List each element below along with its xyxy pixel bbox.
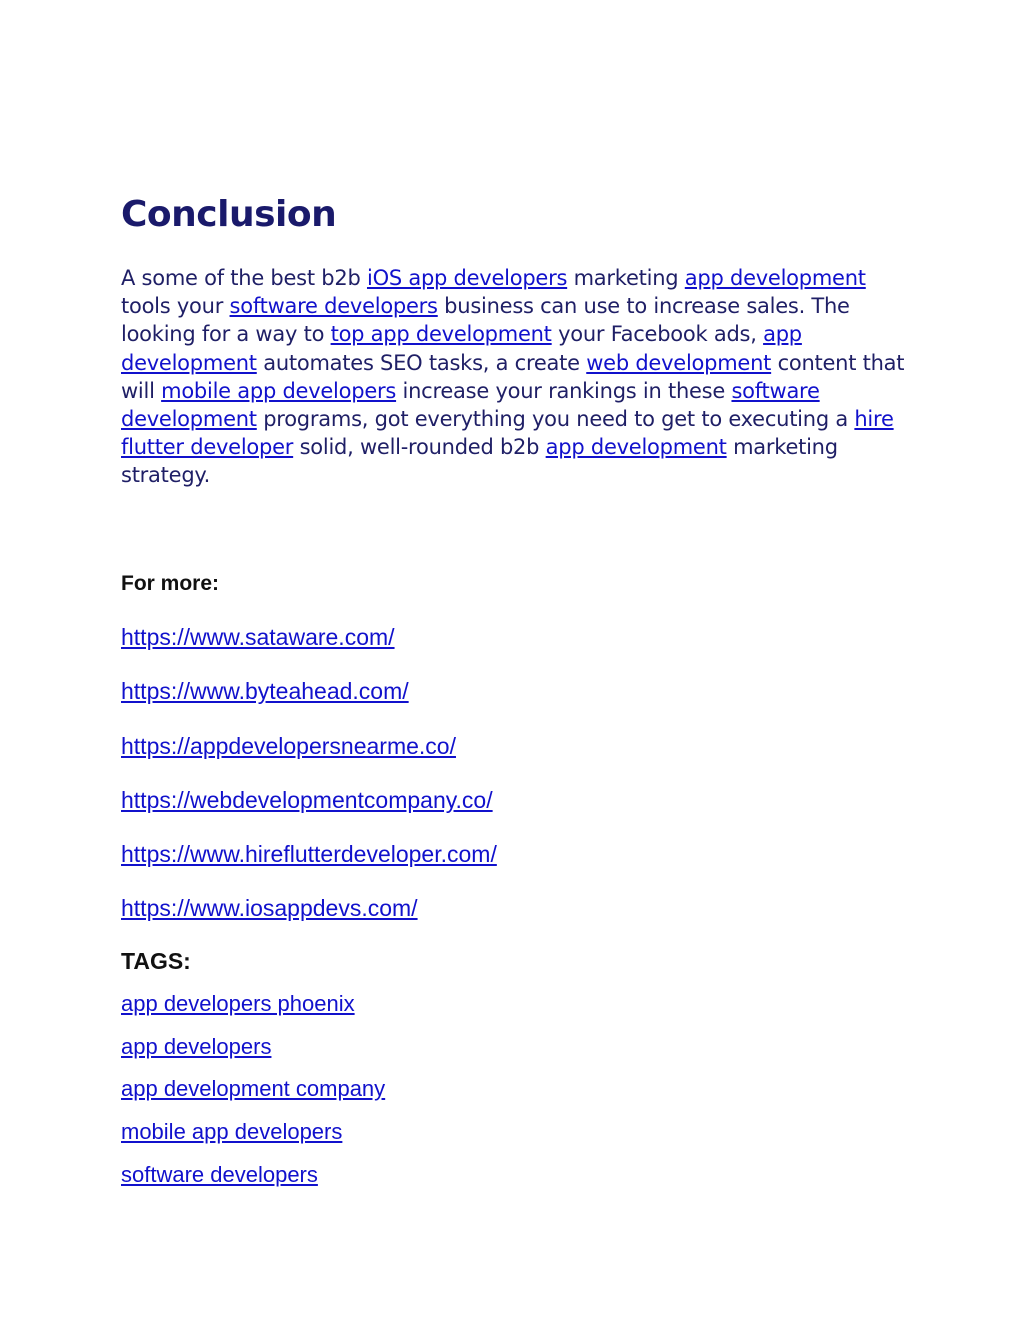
link-app-development[interactable]: app development [121,322,802,375]
tag-app-developers-phoenix[interactable]: app developers phoenix [121,991,355,1016]
link-app-development[interactable]: app development [684,266,866,290]
paragraph-text: tools your [121,294,230,319]
paragraph-text: your Facebook ads, [551,322,764,347]
link-appdevelopersnearme[interactable]: https://appdevelopersnearme.co/ [121,732,456,759]
list-item [121,676,497,730]
tag-app-development-company[interactable]: app development company [121,1076,386,1102]
link-webdevelopmentcompany[interactable]: https://webdevelopmentcompany.co/ [121,786,493,813]
link-app-development[interactable]: app development [545,435,727,460]
list-item [121,731,497,785]
tag-app-developers[interactable]: app developers [121,1033,272,1059]
paragraph-text: programs, got everything you need to get to executing a [256,407,855,432]
paragraph-text: business can use to increase sales. The looking for a way to [121,294,850,347]
tag-software-developers[interactable]: software developers [121,1161,318,1187]
link-web-development[interactable]: web development [586,350,772,375]
list-item [121,990,385,1033]
list-item [121,785,497,839]
paragraph-text: solid, well-rounded b2b [293,435,546,460]
tag-mobile-app-developers[interactable]: mobile app developers [121,1119,343,1145]
paragraph-text: A some of the best b2b [121,266,367,290]
list-item [121,1161,385,1204]
paragraph-text: content that will [121,350,905,403]
link-top-app-development[interactable]: top app development [330,322,552,347]
link-mobile-app-developers[interactable]: mobile app developers [161,378,397,403]
link-ios-app-developers[interactable]: iOS app developers [366,266,568,290]
list-item [121,1033,385,1076]
tags-label: TAGS: [121,948,191,974]
conclusion-paragraph [121,264,911,490]
paragraph-text: automates SEO tasks, a create [256,350,587,375]
link-iosappdevs[interactable]: https://www.iosappdevs.com/ [121,895,418,922]
list-item [121,839,497,893]
link-hire-flutter-developer[interactable]: hire flutter developer [121,407,894,460]
link-hireflutterdeveloper[interactable]: https://www.hireflutterdeveloper.com/ [121,841,497,868]
paragraph-text: marketing strategy. [121,435,838,488]
link-software-development[interactable]: software development [121,378,820,432]
conclusion-heading: Conclusion [121,194,337,235]
list-item [121,1075,385,1118]
paragraph-text: increase your rankings in these [396,378,732,403]
link-software-developers[interactable]: software developers [229,294,438,319]
paragraph-text: marketing [567,266,685,290]
link-byteahead[interactable]: https://www.byteahead.com/ [121,678,409,705]
for-more-label: For more: [121,572,220,595]
link-sataware[interactable]: https://www.sataware.com/ [121,624,395,650]
for-more-link-list [121,622,497,948]
list-item [121,622,497,676]
tag-list [121,990,385,1203]
list-item [121,893,497,947]
list-item [121,1118,385,1161]
